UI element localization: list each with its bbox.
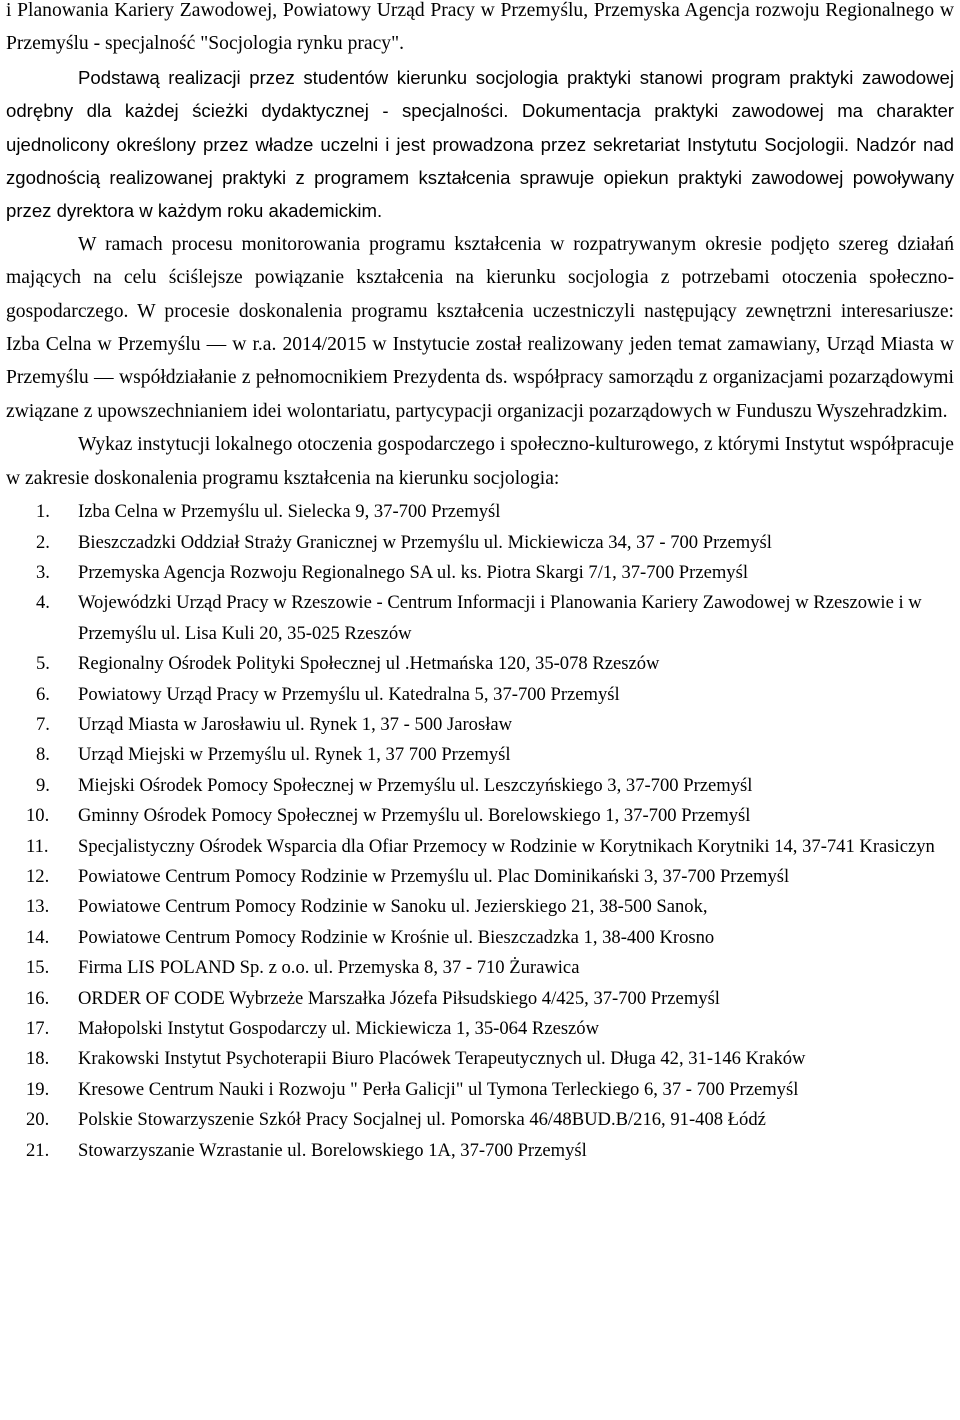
list-item xyxy=(6,1105,954,1135)
list-item-number: 18. xyxy=(26,1048,50,1070)
list-item xyxy=(6,832,954,862)
list-item xyxy=(6,497,954,527)
list-item-number: 10. xyxy=(26,805,50,827)
institutions-list xyxy=(6,497,954,1166)
paragraph-monitoring xyxy=(6,228,954,428)
list-item-text: Firma LIS POLAND Sp. z o.o. ul. Przemyska 8, 37 - 710 Żurawica xyxy=(78,957,580,979)
paragraph-institutions-intro-text: Wykaz instytucji lokalnego otoczenia gospodarczego i społeczno-kulturowego, z którymi Instytut współpracuje w zakresie doskonalenia programu kształcenia na kierunku socjologia: xyxy=(6,434,954,489)
list-item xyxy=(6,953,954,983)
list-item-text: Powiatowe Centrum Pomocy Rodzinie w Krośnie ul. Bieszczadzka 1, 38-400 Krosno xyxy=(78,926,715,948)
list-item-number: 8. xyxy=(36,744,50,766)
paragraph-practice xyxy=(6,61,954,228)
list-item xyxy=(6,1075,954,1105)
list-item xyxy=(6,1136,954,1166)
list-item-number: 6. xyxy=(36,683,50,705)
list-item-text: Regionalny Ośrodek Polityki Społecznej ul .Hetmańska 120, 35-078 Rzeszów xyxy=(78,653,660,675)
list-item-text: ORDER OF CODE Wybrzeże Marszałka Józefa Piłsudskiego 4/425, 37-700 Przemyśl xyxy=(78,987,720,1009)
list-item-text: Wojewódzki Urząd Pracy w Rzeszowie - Centrum Informacji i Planowania Kariery Zawodowej w Rzeszowie i w Przemyślu ul. Lisa Kuli 20, 35-025 Rzeszów xyxy=(78,592,922,644)
list-item-number: 16. xyxy=(26,987,50,1009)
list-item xyxy=(6,680,954,710)
list-item-text: Małopolski Instytut Gospodarczy ul. Mickiewicza 1, 35-064 Rzeszów xyxy=(78,1018,600,1039)
list-item-number: 4. xyxy=(36,592,50,614)
list-item-number: 20. xyxy=(26,1109,50,1131)
list-item xyxy=(6,649,954,679)
list-item xyxy=(6,771,954,801)
list-item-number: 19. xyxy=(26,1078,50,1100)
list-item xyxy=(6,801,954,831)
list-item-text: Powiatowe Centrum Pomocy Rodzinie w Przemyślu ul. Plac Dominikański 3, 37-700 Przemyśl xyxy=(78,865,790,887)
list-item xyxy=(6,588,954,649)
list-item-number: 9. xyxy=(36,774,50,796)
list-item-number: 15. xyxy=(26,957,50,979)
list-item-text: Polskie Stowarzyszenie Szkół Pracy Socjalnej ul. Pomorska 46/48BUD.B/216, 91-408 Łódź xyxy=(78,1109,766,1131)
list-item-text: Powiatowy Urząd Pracy w Przemyślu ul. Katedralna 5, 37-700 Przemyśl xyxy=(78,683,620,705)
paragraph-intro-continuation: i Planowania Kariery Zawodowej, Powiatowy Urząd Pracy w Przemyślu, Przemyska Agencja rozwoju Regionalnego w Przemyślu - specjalność "Socjologia rynku pracy". xyxy=(6,0,954,55)
list-item-text: Urząd Miejski w Przemyślu ul. Rynek 1, 37 700 Przemyśl xyxy=(78,744,511,766)
list-item-text: Kresowe Centrum Nauki i Rozwoju " Perła Galicji" ul Tymona Terleckiego 6, 37 - 700 Przemyśl xyxy=(78,1078,799,1100)
list-item-text: Krakowski Instytut Psychoterapii Biuro Placówek Terapeutycznych ul. Długa 42, 31-146 Kraków xyxy=(78,1048,806,1070)
list-item-text: Miejski Ośrodek Pomocy Społecznej w Przemyślu ul. Leszczyńskiego 3, 37-700 Przemyśl xyxy=(78,774,753,796)
paragraph-institutions-intro xyxy=(6,428,954,495)
list-item-number: 14. xyxy=(26,926,50,948)
paragraph-practice-text: Podstawą realizacji przez studentów kierunku socjologia praktyki stanowi program praktyki zawodowej odrębny dla każdej ścieżki dydaktycznej - specjalności. Dokumentacja praktyki zawodowej ma charakter ujednolicony określony przez władze uczelni i jest prowadzona przez sekretariat Instytutu Socjologii. Nadzór nad zgodnością realizowanej praktyki z programem kształcenia sprawuje opiekun praktyki zawodowej powoływany przez dyrektora w każdym roku akademickim. xyxy=(6,66,954,222)
list-item-text: Bieszczadzki Oddział Straży Granicznej w Przemyślu ul. Mickiewicza 34, 37 - 700 Przemyśl xyxy=(78,531,772,553)
list-item-text: Przemyska Agencja Rozwoju Regionalnego SA ul. ks. Piotra Skargi 7/1, 37-700 Przemyśl xyxy=(78,561,748,583)
list-item xyxy=(6,558,954,588)
list-item-text: Gminny Ośrodek Pomocy Społecznej w Przemyślu ul. Borelowskiego 1, 37-700 Przemyśl xyxy=(78,805,751,827)
list-item-number: 5. xyxy=(36,653,50,675)
list-item-text: Izba Celna w Przemyślu ul. Sielecka 9, 37-700 Przemyśl xyxy=(78,501,501,523)
list-item-number: 11. xyxy=(26,835,49,857)
list-item-number: 1. xyxy=(36,501,50,523)
list-item-number: 7. xyxy=(36,713,50,735)
list-item-text: Specjalistyczny Ośrodek Wsparcia dla Ofiar Przemocy w Rodzinie w Korytnikach Korytniki 14, 37-741 Krasiczyn xyxy=(78,835,935,857)
paragraph-monitoring-text: W ramach procesu monitorowania programu kształcenia w rozpatrywanym okresie podjęto szereg działań mających na celu ściślejsze powiązanie kształcenia na kierunku socjologia z potrzebami otoczenia społeczno-gospodarczego. W procesie doskonalenia programu kształcenia uczestniczyli następujący zewnętrzni interesariusze: Izba Celna w Przemyślu — w r.a. 2014/2015 w Instytucie został realizowany jeden temat zamawiany, Urząd Miasta w Przemyślu — współdziałanie z pełnomocnikiem Prezydenta ds. współpracy samorządu z organizacjami pozarządowymi związane z upowszechnianiem idei wolontariatu, partycypacji organizacji pozarządowych w Funduszu Wyszehradzkim. xyxy=(6,233,954,422)
list-item-number: 2. xyxy=(36,531,50,553)
list-item xyxy=(6,1014,954,1044)
list-item-number: 21. xyxy=(26,1139,50,1161)
list-item xyxy=(6,710,954,740)
list-item xyxy=(6,984,954,1014)
list-item-number: 12. xyxy=(26,865,50,887)
list-item-number: 13. xyxy=(26,896,50,918)
list-item-text: Powiatowe Centrum Pomocy Rodzinie w Sanoku ul. Jezierskiego 21, 38-500 Sanok, xyxy=(78,896,708,918)
list-item-text: Stowarzyszanie Wzrastanie ul. Borelowskiego 1A, 37-700 Przemyśl xyxy=(78,1139,587,1161)
list-item xyxy=(6,528,954,558)
list-item-number: 17. xyxy=(26,1018,50,1039)
list-item xyxy=(6,1044,954,1074)
list-item xyxy=(6,740,954,770)
list-item xyxy=(6,923,954,953)
list-item xyxy=(6,862,954,892)
list-item-text: Urząd Miasta w Jarosławiu ul. Rynek 1, 37 - 500 Jarosław xyxy=(78,713,513,735)
list-item-number: 3. xyxy=(36,561,50,583)
list-item xyxy=(6,892,954,922)
